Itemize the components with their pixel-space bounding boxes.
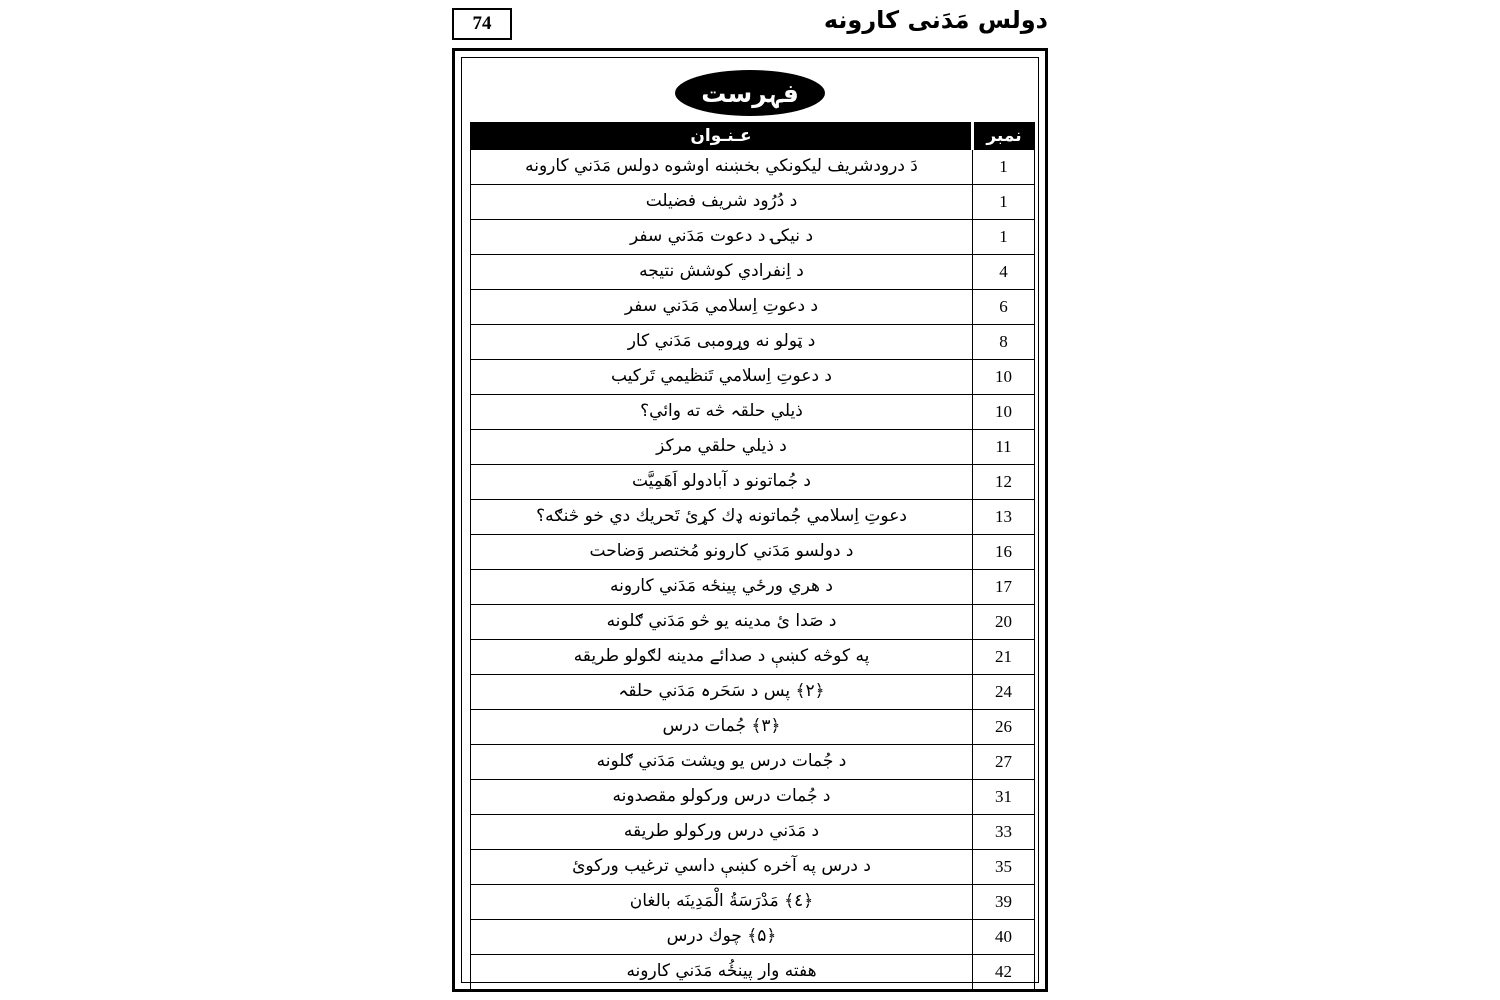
row-entry-title: د ټولو نه وړومبی مَدَني کار [471, 325, 973, 360]
row-entry-title: د جُمات درس ورکولو مقصدونه [471, 780, 973, 815]
table-row [471, 780, 1035, 815]
table-row [471, 150, 1035, 185]
row-entry-title: د صَدا ئ مدینه یو څو مَدَني ګلونه [471, 605, 973, 640]
page-header [0, 0, 1500, 40]
row-page-number: 20 [973, 605, 1035, 640]
row-entry-title: هفته وار پینځُه مَدَني کارونه [471, 955, 973, 990]
row-entry-title: ذیلي حلقہ څه ته وائي؟ [471, 395, 973, 430]
table-row [471, 710, 1035, 745]
table-row [471, 360, 1035, 395]
index-table-body [471, 150, 1035, 990]
table-row [471, 220, 1035, 255]
index-frame-inner [461, 57, 1039, 983]
table-row [471, 885, 1035, 920]
row-entry-title: ﴿۵﴾ چوك درس [471, 920, 973, 955]
table-row [471, 185, 1035, 220]
row-entry-title: دَ درودشریف لیکونکي بخښنه اوشوه دولس مَدَني کارونه [471, 150, 973, 185]
table-row [471, 745, 1035, 780]
row-page-number: 16 [973, 535, 1035, 570]
row-entry-title: ﴿٤﴾ مَدْرَسَةُ الْمَدِینَه بالغان [471, 885, 973, 920]
row-page-number: 10 [973, 395, 1035, 430]
index-table [470, 122, 1035, 990]
row-page-number: 40 [973, 920, 1035, 955]
row-page-number: 21 [973, 640, 1035, 675]
row-page-number: 24 [973, 675, 1035, 710]
column-header-number: نمبر [973, 123, 1035, 150]
row-page-number: 13 [973, 500, 1035, 535]
row-entry-title: د ذیلي حلقي مرکز [471, 430, 973, 465]
row-entry-title: د هري ورځي پینځه مَدَني کارونه [471, 570, 973, 605]
table-row [471, 850, 1035, 885]
row-page-number: 1 [973, 185, 1035, 220]
row-page-number: 4 [973, 255, 1035, 290]
table-row [471, 605, 1035, 640]
row-entry-title: د جُمات درس یو ویشت مَدَني ګلونه [471, 745, 973, 780]
row-entry-title: د دعوتِ اِسلامي تَنظیمي تَرکیب [471, 360, 973, 395]
book-title: دولس مَدَنی کارونه [823, 6, 1048, 34]
table-row [471, 570, 1035, 605]
index-frame [452, 48, 1048, 992]
row-entry-title: د دُرُود شریف فضیلت [471, 185, 973, 220]
row-entry-title: د درس په آخره کښې داسي ترغیب ورکوئ [471, 850, 973, 885]
page-number: 74 [452, 8, 512, 40]
index-title-wrap [470, 64, 1030, 122]
table-row [471, 430, 1035, 465]
table-row [471, 465, 1035, 500]
row-page-number: 8 [973, 325, 1035, 360]
table-row [471, 395, 1035, 430]
row-entry-title: د مَدَني درس ورکولو طریقه [471, 815, 973, 850]
row-entry-title: ﴿۲﴾ پس د سَحَرہ مَدَني حلقہ [471, 675, 973, 710]
row-entry-title: ﴿۳﴾ جُمات درس [471, 710, 973, 745]
table-row [471, 255, 1035, 290]
row-page-number: 33 [973, 815, 1035, 850]
row-entry-title: د جُماتونو د آبادولو اَهَمِیَّت [471, 465, 973, 500]
table-row [471, 815, 1035, 850]
table-header-row [471, 123, 1035, 150]
row-page-number: 6 [973, 290, 1035, 325]
row-entry-title: د نیکۍ د دعوت مَدَني سفر [471, 220, 973, 255]
row-page-number: 31 [973, 780, 1035, 815]
row-page-number: 26 [973, 710, 1035, 745]
row-page-number: 1 [973, 150, 1035, 185]
table-row [471, 535, 1035, 570]
table-row [471, 955, 1035, 990]
row-entry-title: د دولسو مَدَني کارونو مُختصر وَضاحت [471, 535, 973, 570]
index-title: فہرست [675, 70, 825, 116]
column-header-title: عـنـوان [471, 123, 973, 150]
row-page-number: 11 [973, 430, 1035, 465]
table-row [471, 325, 1035, 360]
row-page-number: 39 [973, 885, 1035, 920]
row-page-number: 17 [973, 570, 1035, 605]
row-entry-title: دعوتِ اِسلامي جُماتونه ډك کړئ تَحریك دي خو څنګه؟ [471, 500, 973, 535]
table-row [471, 640, 1035, 675]
table-row [471, 920, 1035, 955]
row-entry-title: په کوڅه کښې د صدائے مدینه لګولو طریقه [471, 640, 973, 675]
row-page-number: 12 [973, 465, 1035, 500]
row-entry-title: د دعوتِ اِسلامي مَدَني سفر [471, 290, 973, 325]
row-page-number: 10 [973, 360, 1035, 395]
table-row [471, 675, 1035, 710]
table-row [471, 500, 1035, 535]
row-entry-title: د اِنفرادي کوشش نتیجه [471, 255, 973, 290]
row-page-number: 1 [973, 220, 1035, 255]
row-page-number: 42 [973, 955, 1035, 990]
table-row [471, 290, 1035, 325]
row-page-number: 27 [973, 745, 1035, 780]
row-page-number: 35 [973, 850, 1035, 885]
